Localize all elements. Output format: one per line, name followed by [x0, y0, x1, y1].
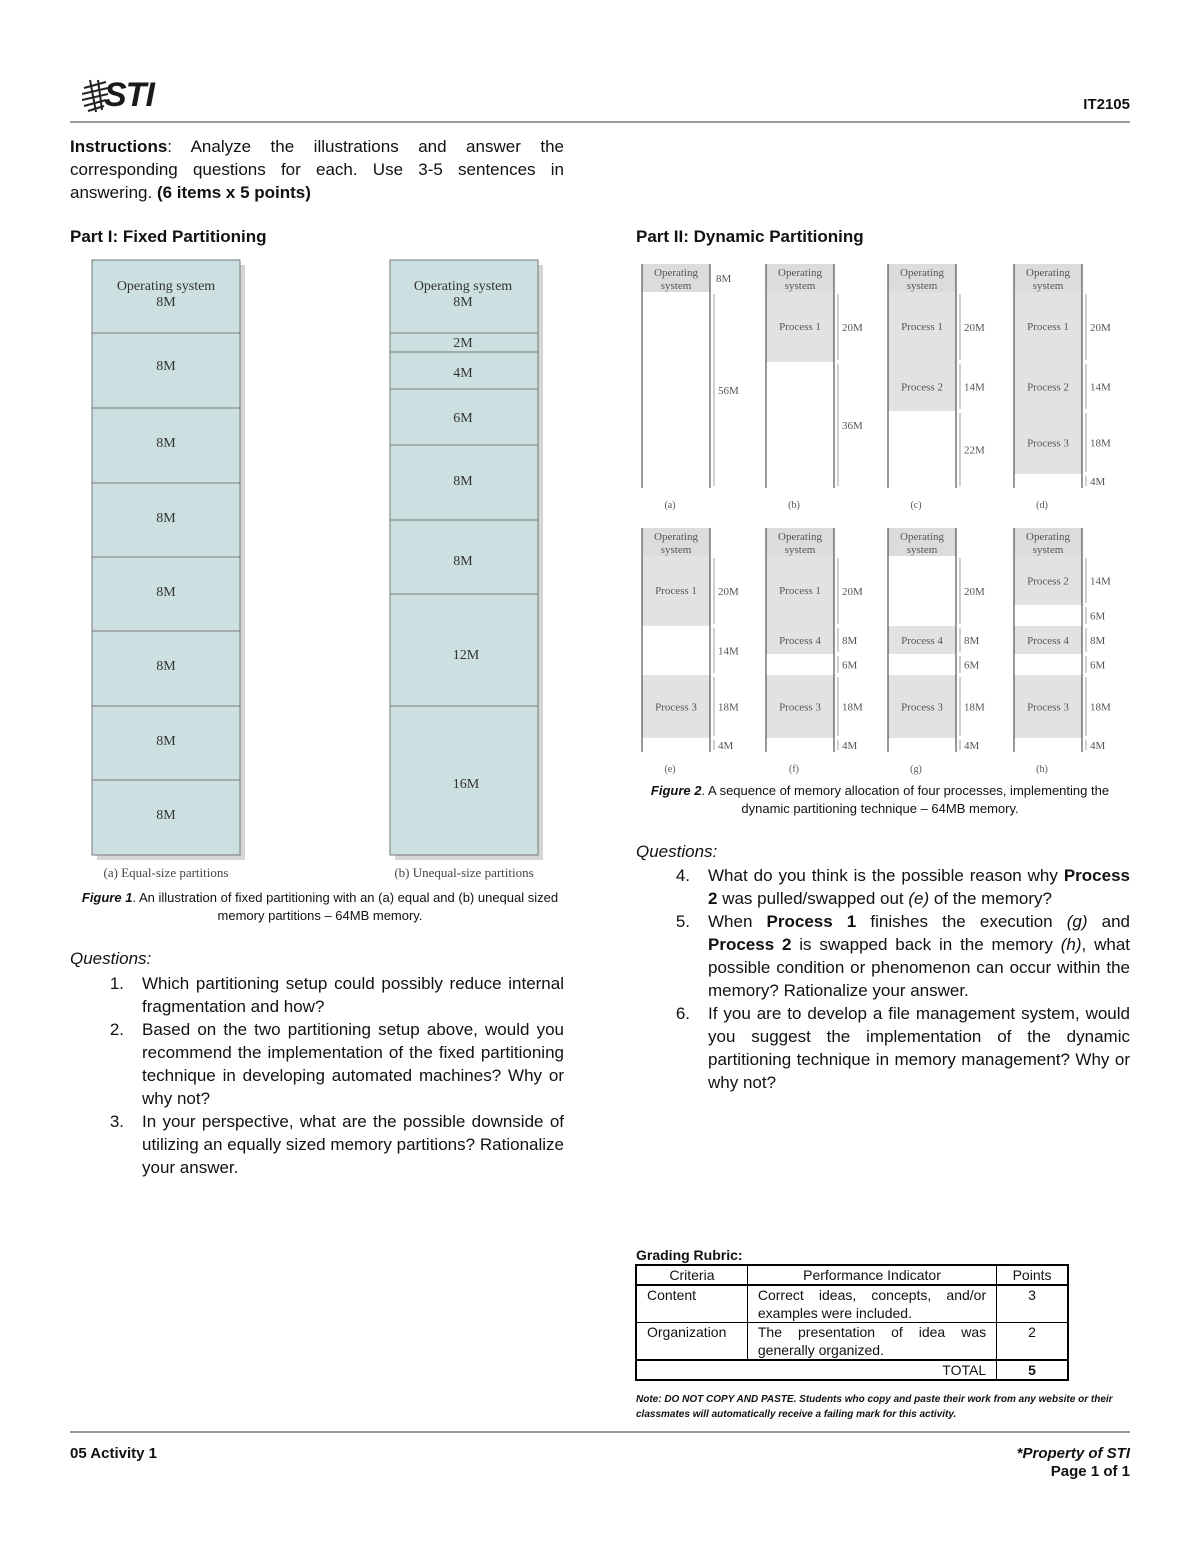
block-size: 20M: [718, 586, 739, 598]
figure-2-diagram: [636, 258, 1136, 778]
question-number: 2.: [109, 1020, 124, 1039]
block-size: 4M: [718, 740, 734, 752]
instructions-points: (6 items x 5 points): [156, 183, 311, 202]
os-label: Operating: [900, 267, 944, 279]
figure-2-text: . A sequence of memory allocation of four processes, implementing the dynamic partitioning technique – 64MB memory.: [701, 783, 1110, 816]
os-label: Operating: [778, 267, 822, 279]
os-label: system: [660, 280, 692, 292]
question-item: [636, 910, 1130, 1002]
fig1b-block: 8M: [453, 554, 473, 569]
question-item: [70, 972, 564, 1018]
os-label: system: [784, 544, 816, 556]
footer-divider: [70, 1431, 1130, 1433]
os-label: system: [660, 544, 692, 556]
process-label: Process 3: [901, 701, 943, 714]
fig1b-caption: (b) Unequal-size partitions: [394, 865, 534, 880]
question-number: 5.: [675, 912, 690, 931]
process-label: Process 1: [901, 321, 943, 333]
question-text: Based on the two partitioning setup above, would you recommend the implementation of the fixed partitioning technique in developing automated machines? Why or why not?: [142, 1020, 564, 1108]
block-size: 18M: [1090, 701, 1111, 714]
question-number: 6.: [675, 1004, 690, 1023]
rubric-header: Criteria: [636, 1265, 747, 1285]
block-size: 18M: [718, 701, 739, 714]
process-label: Process 3: [1027, 437, 1069, 450]
os-label: system: [1032, 280, 1064, 292]
logo-wordmark: STI: [104, 76, 154, 114]
process-label: Process 2: [901, 381, 943, 394]
rubric-indicator: Correct ideas, concepts, and/or examples were included.: [747, 1285, 996, 1323]
process-label: Process 2: [1027, 381, 1069, 394]
instructions: [70, 135, 564, 204]
process-label: Process 1: [779, 585, 821, 597]
process-label: Process 4: [1027, 635, 1069, 647]
block-size: 18M: [842, 701, 863, 714]
rubric-criteria: Organization: [636, 1323, 747, 1361]
block-size: 8M: [1090, 635, 1106, 647]
block-size: 36M: [842, 420, 863, 432]
block-size: 22M: [964, 444, 985, 457]
process-label: Process 4: [779, 635, 821, 647]
process-label: Process 4: [901, 635, 943, 647]
rubric-title: Grading Rubric:: [636, 1247, 743, 1263]
fig1b-block: 6M: [453, 411, 473, 426]
block-size: 6M: [842, 659, 858, 672]
fig1a-block: 8M: [156, 659, 176, 674]
block-size: 20M: [964, 586, 985, 598]
block-size: 18M: [964, 701, 985, 714]
question-number: 4.: [675, 866, 690, 885]
question-text: When Process 1 finishes the execution (g) and Process 2 is swapped back in the memory (h), what possible condition or phenomenon can occur within the memory? Rationalize your answer.: [708, 912, 1131, 1000]
fig1a-block: 8M: [156, 436, 176, 451]
block-size: 6M: [1090, 659, 1106, 672]
plagiarism-note: Note: DO NOT COPY AND PASTE. Students who copy and paste their work from any website or their classmates will automatically receive a failing mark for this activity.: [636, 1394, 1113, 1420]
process-label: Process 3: [779, 701, 821, 714]
block-size: 8M: [716, 273, 732, 285]
os-label: Operating: [654, 267, 698, 279]
block-size: 4M: [1090, 476, 1106, 488]
panel-label: (f): [789, 764, 799, 775]
rubric-header: Performance Indicator: [747, 1265, 996, 1285]
instructions-text: : Analyze the illustrations and answer the corresponding questions for each. Use 3-5 sentences in answering.: [70, 137, 564, 202]
rubric-total-label: TOTAL: [636, 1360, 997, 1380]
rubric-points: 3: [997, 1285, 1068, 1323]
question-item: [636, 864, 1130, 910]
os-label: system: [1032, 544, 1064, 556]
panel-label: (h): [1036, 764, 1048, 775]
block-size: 18M: [1090, 437, 1111, 450]
fig1a-block: 8M: [156, 734, 176, 749]
rubric-total-row: [636, 1360, 1068, 1380]
rubric-row: [636, 1323, 1068, 1361]
fig1b-block: 12M: [452, 648, 480, 663]
process-label: Process 1: [655, 585, 697, 597]
block-size: 20M: [964, 322, 985, 334]
panel-label: (c): [910, 500, 922, 511]
fig1b-block: 16M: [452, 777, 480, 792]
question-item: [70, 1018, 564, 1110]
panel-label: (e): [664, 764, 676, 775]
process-label: Process 1: [1027, 321, 1069, 333]
process-label: Process 2: [1027, 575, 1069, 588]
fig1b-os-size: 8M: [453, 295, 473, 310]
fig1b-os-label: Operating system: [413, 279, 513, 294]
part1-questions: [70, 972, 564, 1179]
fig1a-block: 8M: [156, 511, 176, 526]
block-size: 4M: [1090, 740, 1106, 752]
question-text: If you are to develop a file management system, would you suggest the implementation of the dynamic partitioning technique in memory management? Why or why not?: [708, 1004, 1130, 1092]
block-size: 6M: [1090, 610, 1106, 623]
fig1b-block: 2M: [453, 336, 473, 351]
question-number: 1.: [109, 974, 124, 993]
block-size: 20M: [842, 586, 863, 598]
figure-2-label: Figure 2: [650, 783, 702, 798]
panel-label: (b): [788, 500, 800, 511]
fig1a-os-size: 8M: [156, 295, 176, 310]
block-size: 14M: [718, 645, 739, 658]
block-size: 8M: [842, 635, 858, 647]
block-size: 14M: [964, 381, 985, 394]
os-label: Operating: [900, 531, 944, 543]
panel-label: (a): [664, 500, 676, 511]
footer-property: *Property of STI: [1016, 1445, 1130, 1462]
rubric-total-points: 5: [997, 1360, 1068, 1380]
figure-1-diagram: [80, 255, 560, 885]
block-size: 20M: [842, 322, 863, 334]
instructions-label: Instructions: [70, 137, 168, 156]
footer-page: Page 1 of 1: [1050, 1463, 1130, 1480]
rubric-indicator: The presentation of idea was generally organized.: [747, 1323, 996, 1361]
rubric-points: 2: [997, 1323, 1068, 1361]
os-label: system: [906, 544, 938, 556]
fig1a-block: 8M: [156, 359, 176, 374]
os-label: system: [906, 280, 938, 292]
block-size: 6M: [964, 659, 980, 672]
fig1a-os-label: Operating system: [116, 279, 216, 294]
panel-label: (g): [910, 764, 922, 775]
panel-label: (d): [1036, 500, 1048, 511]
fig1a-caption: (a) Equal-size partitions: [103, 865, 229, 880]
os-label: Operating: [1026, 267, 1070, 279]
block-size: 8M: [964, 635, 980, 647]
question-text: In your perspective, what are the possible downside of utilizing an equally sized memory partitions? Rationalize your answer.: [142, 1112, 564, 1177]
fig1b-block: 4M: [453, 366, 473, 381]
footer-activity: 05 Activity 1: [70, 1445, 157, 1462]
rubric-table: [635, 1264, 1069, 1381]
part1-questions-heading: Questions:: [70, 949, 152, 968]
question-item: [636, 1002, 1130, 1094]
block-size: 4M: [842, 740, 858, 752]
header-divider: [70, 121, 1130, 123]
os-label: Operating: [778, 531, 822, 543]
rubric-criteria: Content: [636, 1285, 747, 1323]
part2-questions: [636, 864, 1130, 1094]
question-text: Which partitioning setup could possibly reduce internal fragmentation and how?: [142, 974, 564, 1016]
block-size: 20M: [1090, 322, 1111, 334]
sti-logo: [82, 74, 172, 114]
figure-2-caption: [640, 782, 1120, 818]
figure-1-label: Figure 1: [81, 890, 133, 905]
process-label: Process 3: [1027, 701, 1069, 714]
question-item: [70, 1110, 564, 1179]
block-size: 56M: [718, 385, 739, 397]
rubric-row: [636, 1285, 1068, 1323]
rubric-header: Points: [997, 1265, 1068, 1285]
block-size: 14M: [1090, 575, 1111, 588]
question-text: What do you think is the possible reason why Process 2 was pulled/swapped out (e) of the memory?: [708, 866, 1130, 908]
fig1a-block: 8M: [156, 585, 176, 600]
process-label: Process 3: [655, 701, 697, 714]
figure-1-text: . An illustration of fixed partitioning with an (a) equal and (b) unequal sized memory partitions – 64MB memory.: [132, 890, 559, 923]
fig1a-block: 8M: [156, 808, 176, 823]
block-size: 14M: [1090, 381, 1111, 394]
os-label: system: [784, 280, 816, 292]
block-size: 4M: [964, 740, 980, 752]
course-code: IT2105: [1083, 96, 1130, 113]
fig1b-block: 8M: [453, 474, 473, 489]
figure-1-caption: [72, 889, 568, 925]
part1-title: Part I: Fixed Partitioning: [70, 227, 267, 246]
process-label: Process 1: [779, 321, 821, 333]
part2-title: Part II: Dynamic Partitioning: [636, 227, 864, 246]
os-label: Operating: [654, 531, 698, 543]
part2-questions-heading: Questions:: [636, 842, 718, 861]
os-label: Operating: [1026, 531, 1070, 543]
question-number: 3.: [109, 1112, 124, 1131]
rubric-header-row: [636, 1265, 1068, 1285]
